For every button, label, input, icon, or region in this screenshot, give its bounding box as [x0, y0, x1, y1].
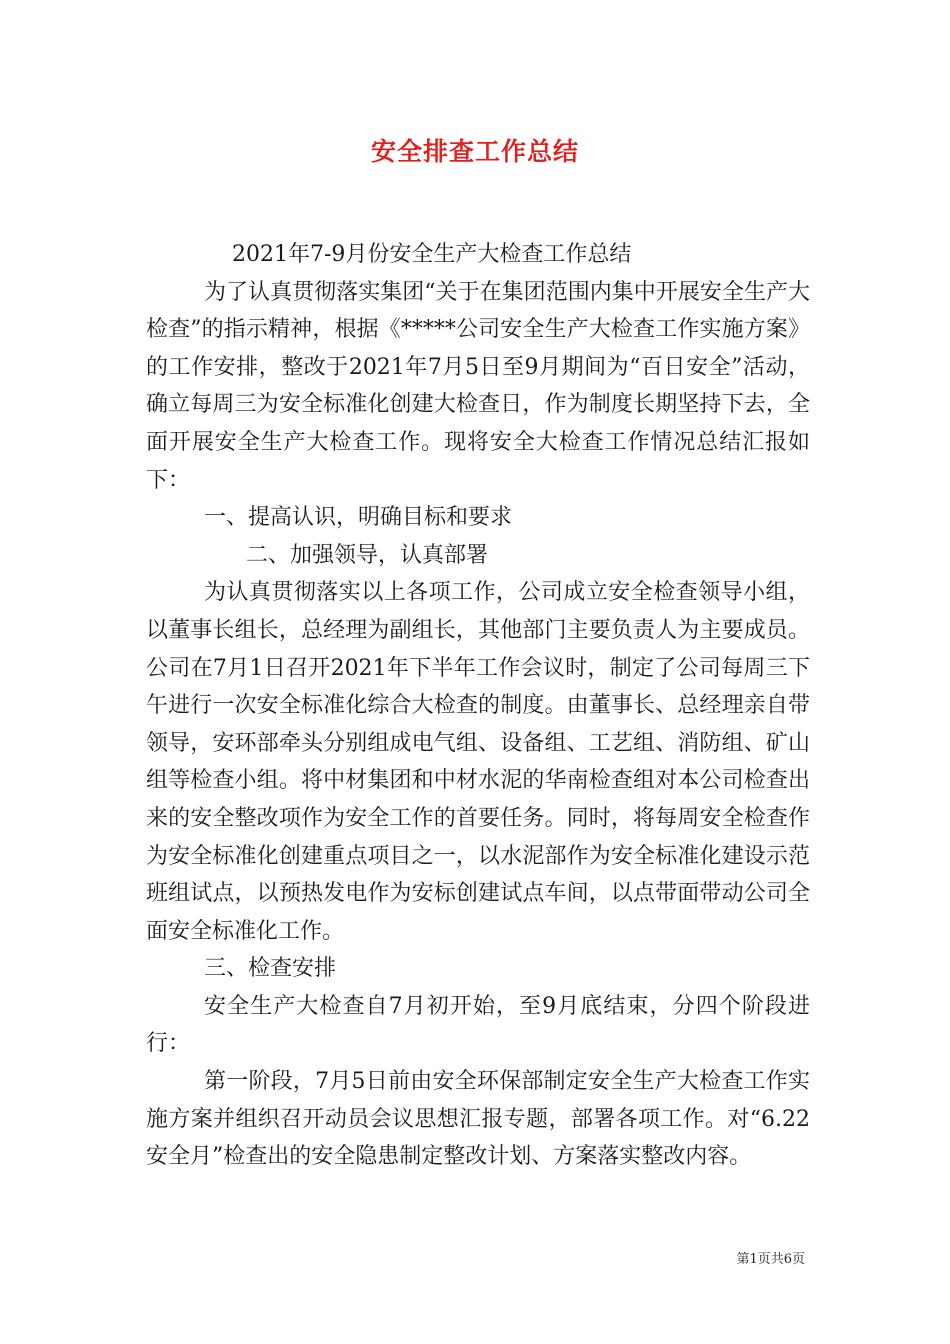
paragraph-phase-1: 第一阶段，7月5日前由安全环保部制定安全生产大检查工作实施方案并组织召开动员会议思想汇报专题，部署各项工作。对“6.22安全月”检查出的安全隐患制定整改计划、方案落实整改内容。: [146, 1069, 810, 1170]
page-number: 第1页共6页: [736, 1252, 805, 1267]
section-heading-1: 一、提高认识，明确目标和要求: [204, 505, 513, 531]
document-title: 安全排查工作总结: [370, 137, 579, 166]
section-heading-2: 二、加强领导，认真部署: [246, 542, 489, 568]
section-heading-3: 三、检查安排: [204, 956, 337, 982]
paragraph-leadership: 为认真贯彻落实以上各项工作，公司成立安全检查领导小组，以董事长组长，总经理为副组长，其他部门主要负责人为主要成员。公司在7月1日召开2021年下半年工作会议时，制定了公司每周三下午进行一次安全标准化综合大检查的制度。由董事长、总经理亲自带领导，安环部牵头分别组成电气组、设备组、工艺组、消防组、矿山组等检查小组。将中材集团和中材水泥的华南检查组对本公司检查出来的安全整改项作为安全工作的首要任务。同时，将每周安全检查作为安全标准化创建重点项目之一，以水泥部作为安全标准化建设示范班组试点，以预热发电作为安标创建试点车间，以点带面带动公司全面安全标准化工作。: [146, 580, 810, 944]
paragraph-intro: 为了认真贯彻落实集团“关于在集团范围内集中开展安全生产大检查”的指示精神，根据《*****公司安全生产大检查工作实施方案》的工作安排，整改于2021年7月5日至9月期间为“百日安全”活动，确立每周三为安全标准化创建大检查日，作为制度长期坚持下去，全面开展安全生产大检查工作。现将安全大检查工作情况总结汇报如下：: [146, 279, 810, 493]
document-body: [146, 236, 810, 1176]
paragraph-schedule: 安全生产大检查自7月初开始，至9月底结束，分四个阶段进行：: [146, 993, 810, 1057]
document-subtitle: 2021年7-9月份安全生产大检查工作总结: [232, 242, 632, 267]
